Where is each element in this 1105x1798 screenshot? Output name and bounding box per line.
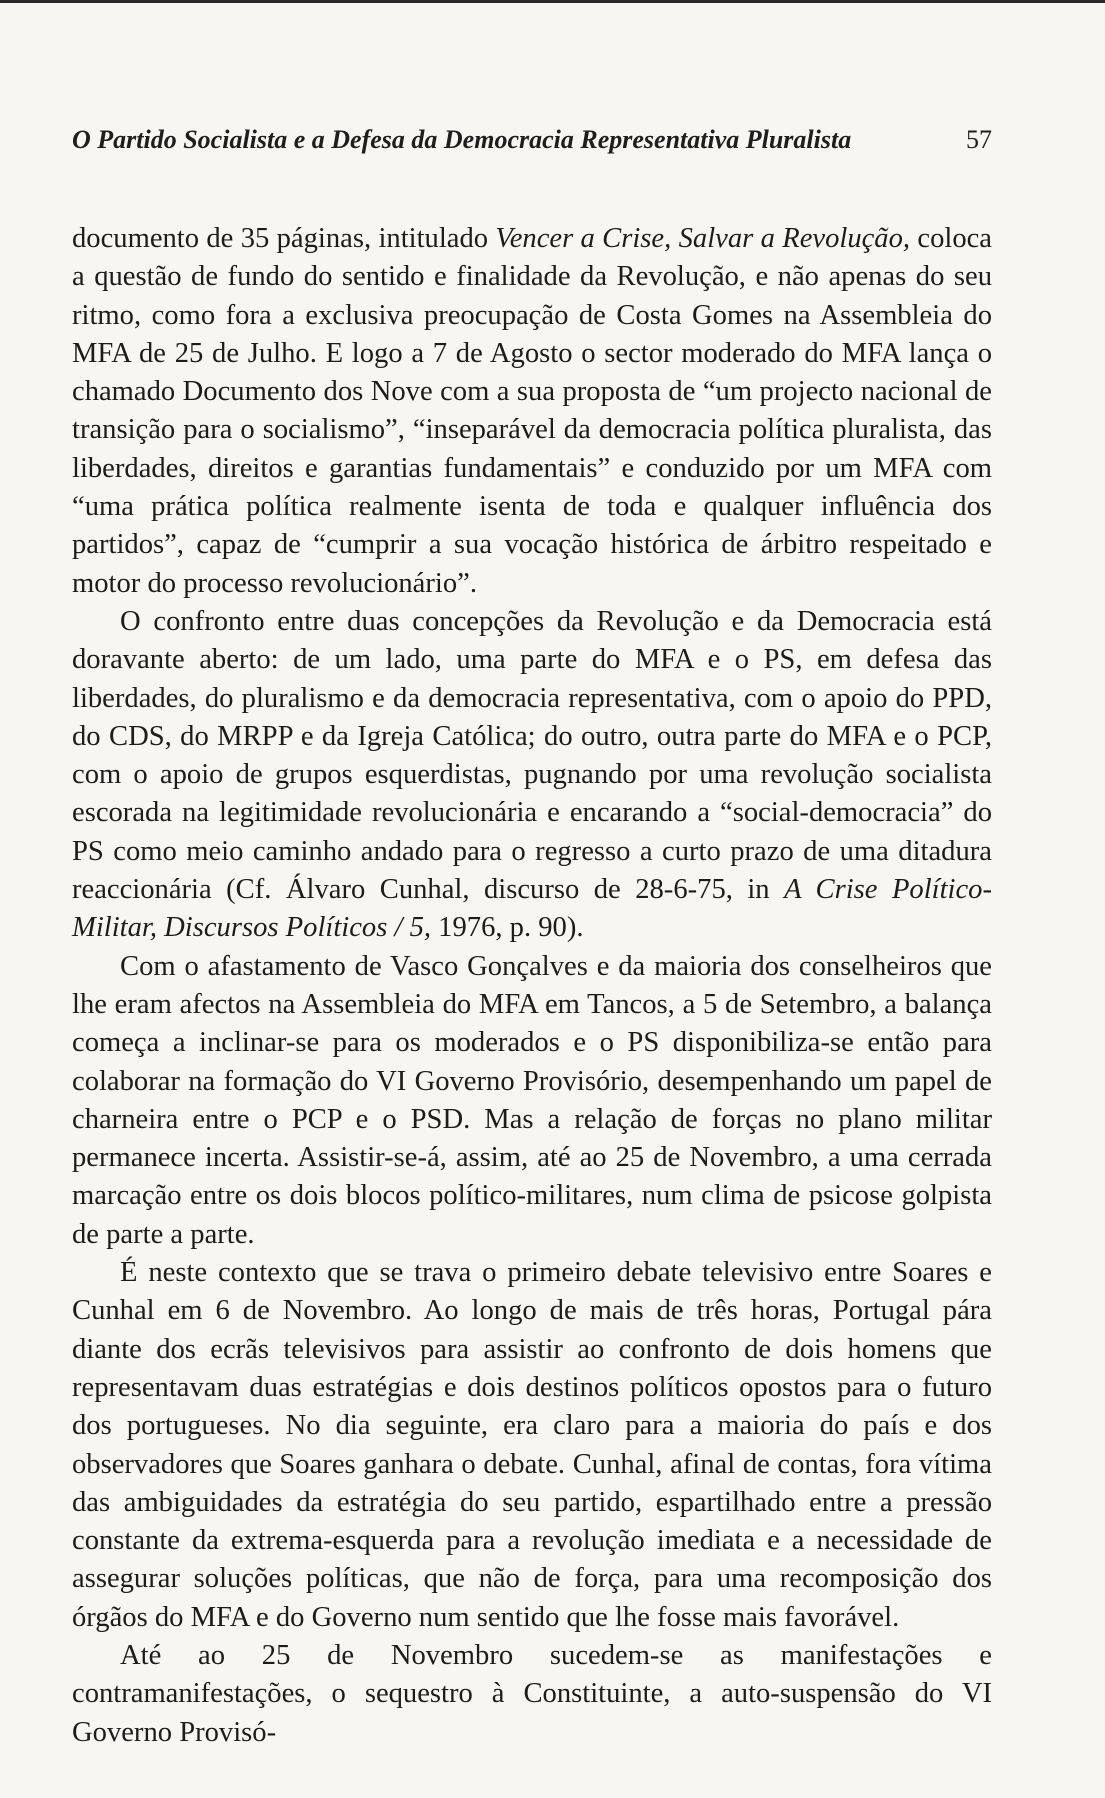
paragraph-2-text-b: 1976, p. 90). [431,912,584,944]
paragraph-4: É neste contexto que se trava o primeiro debate televisivo entre Soares e Cunhal em 6 de Novembro. Ao longo de mais de três horas, Portugal pára diante dos ecrãs televisivos para assistir ao confronto de dois homens que representavam duas estratégias e dois destinos políticos opostos para o futuro dos portugueses. No dia seguinte, era claro para a maioria do país e dos observadores que Soares ganhara o debate. Cunhal, afinal de contas, fora vítima das ambiguidades da estratégia do seu partido, espartilhado entre a pressão constante da extrema-esquerda para a revolução imediata e a necessidade de assegurar soluções políticas, que não de força, para uma recomposição dos órgãos do MFA e do Governo num sentido que lhe fosse mais favorável. [72,1257,992,1633]
paragraph-2-book-title: A Crise Político-Militar, Discursos Políticos / 5, [72,874,993,944]
running-header [72,124,992,156]
paragraph-2 [72,603,992,948]
top-rule [0,0,1105,3]
running-title: O Partido Socialista e a Defesa da Democracia Representativa Pluralista [72,125,852,154]
paragraph-2-text-a: O confronto entre duas concepções da Revolução e da Democracia está doravante aberto: de um lado, uma parte do MFA e o PS, em defesa das liberdades, do pluralismo e da democracia representativa, com o apoio do PPD, do CDS, do MRPP e da Igreja Católica; do outro, outra parte do MFA e o PCP, com o apoio de grupos esquerdistas, pugnando por uma revolução socialista escorada na legitimidade revolucionária e encarando a “social-democracia” do PS como meio caminho andado para o regresso a curto prazo de uma ditadura reaccionária (Cf. Álvaro Cunhal, discurso de 28-6-75, in [72,605,992,906]
paragraph-3: Com o afastamento de Vasco Gonçalves e da maioria dos conselheiros que lhe eram afectos na Assembleia do MFA em Tancos, a 5 de Setembro, a balança começa a inclinar-se para os moderados e o PS disponibiliza-se então para colaborar na formação do VI Governo Provisório, desempenhando um papel de charneira entre o PCP e o PSD. Mas a relação de forças no plano militar permanece incerta. Assistir-se-á, assim, até ao 25 de Novembro, a uma cerrada marcação entre os dois blocos político-militares, num clima de psicose golpista de parte a parte. [72,950,992,1250]
paragraph-1 [72,220,992,603]
paragraph-1-text-b: coloca a questão de fundo do sentido e finalidade da Revolução, e não apenas do seu ritmo, como fora a exclusiva preocupação de Costa Gomes na Assembleia do MFA de 25 de Julho. E logo a 7 de Agosto o sector moderado do MFA lança o chamado Documento dos Nove com a sua proposta de “um projecto nacional de transição para o socialismo”, “inseparável da democracia política pluralista, das liberdades, direitos e garantias fundamentais” e conduzido por um MFA com “uma prática política realmente isenta de toda e qualquer influência dos partidos”, capaz de “cumprir a sua vocação histórica de árbitro respeitado e motor do processo revolucionário”. [72,223,992,599]
paragraph-1-text-a: documento de 35 páginas, intitulado [72,223,496,254]
paragraph-1-book-title: Vencer a Crise, Salvar a Revolução, [495,223,911,254]
body-text [72,220,992,1752]
paragraph-5: Até ao 25 de Novembro sucedem-se as manifestações e contramanifestações, o sequestro à Constituinte, a auto-suspensão do VI Governo Provisó- [72,1639,992,1748]
page-number: 57 [966,125,992,154]
